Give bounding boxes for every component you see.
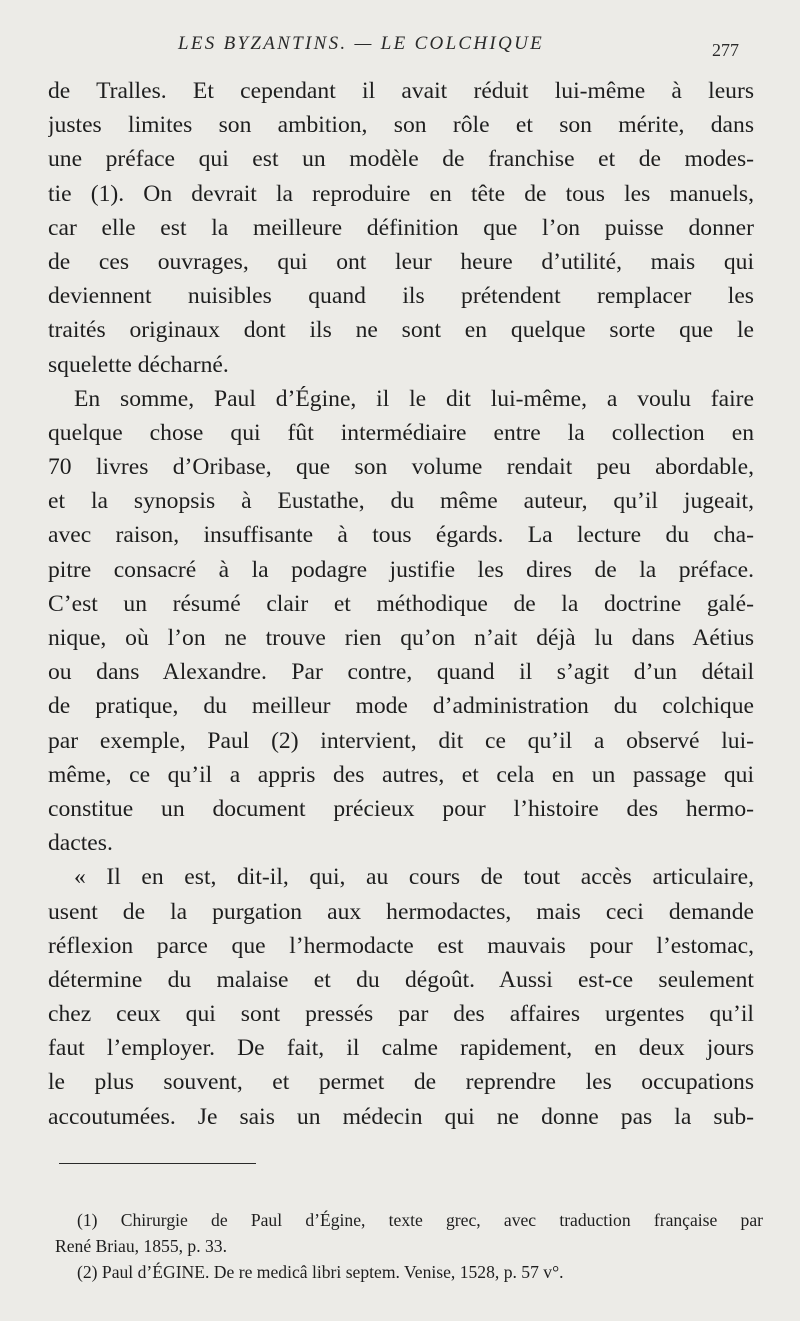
text-line: détermine du malaise et du dégoût. Aussi est-ce seulement	[48, 966, 754, 993]
text-line: dactes.	[48, 830, 113, 857]
footnote-2: (2) Paul d’ÉGINE. De re medicâ libri septem. Venise, 1528, p. 57 v°.	[77, 1262, 564, 1282]
text-line: traités originaux dont ils ne sont en quelque sorte que le	[48, 317, 754, 344]
text-line: une préface qui est un modèle de franchise et de modes-	[48, 146, 754, 173]
text-line: de pratique, du meilleur mode d’administration du colchique	[48, 693, 754, 720]
text-line: quelque chose qui fût intermédiaire entre la collection en	[48, 419, 754, 446]
text-line: tie (1). On devrait la reproduire en tête de tous les manuels,	[48, 180, 754, 207]
text-line: le plus souvent, et permet de reprendre les occupations	[48, 1069, 754, 1096]
text-line: de Tralles. Et cependant il avait réduit lui-même à leurs	[48, 78, 754, 104]
text-line: même, ce qu’il a appris des autres, et cela en un passage qui	[48, 761, 754, 788]
text-line: par exemple, Paul (2) intervient, dit ce qu’il a observé lui-	[48, 727, 754, 754]
text-line: usent de la purgation aux hermodactes, mais ceci demande	[48, 898, 754, 925]
text-line: de ces ouvrages, qui ont leur heure d’utilité, mais qui	[48, 248, 754, 275]
text-line: En somme, Paul d’Égine, il le dit lui-même, a voulu faire	[74, 385, 754, 412]
text-line: C’est un résumé clair et méthodique de la doctrine galé-	[48, 590, 754, 617]
footnotes	[55, 1207, 763, 1285]
text-line: faut l’employer. De fait, il calme rapidement, en deux jours	[48, 1035, 754, 1062]
body-text	[48, 74, 754, 1134]
running-title: LES BYZANTINS. — LE COLCHIQUE	[178, 33, 545, 54]
text-line: ou dans Alexandre. Par contre, quand il s’agit d’un détail	[48, 659, 754, 686]
footnote-1: (1) Chirurgie de Paul d’Égine, texte grec, avec traduction française par	[77, 1210, 763, 1230]
page-number: 277	[712, 40, 739, 60]
text-line: accoutumées. Je sais un médecin qui ne donne pas la sub-	[48, 1103, 754, 1130]
text-line: pitre consacré à la podagre justifie les dires de la préface.	[48, 556, 754, 583]
text-line: réflexion parce que l’hermodacte est mauvais pour l’estomac,	[48, 932, 754, 959]
text-line: et la synopsis à Eustathe, du même auteur, qu’il jugeait,	[48, 488, 754, 515]
text-line: car elle est la meilleure définition que l’on puisse donner	[48, 214, 754, 241]
text-line: chez ceux qui sont pressés par des affaires urgentes qu’il	[48, 1001, 754, 1028]
footnote-1-continuation: René Briau, 1855, p. 33.	[55, 1236, 228, 1256]
text-line: justes limites son ambition, son rôle et son mérite, dans	[48, 112, 754, 139]
text-line: squelette décharné.	[48, 351, 229, 378]
text-line: avec raison, insuffisante à tous égards. La lecture du cha-	[48, 522, 754, 549]
text-line: nique, où l’on ne trouve rien qu’on n’ait déjà lu dans Aétius	[48, 625, 754, 651]
text-line: 70 livres d’Oribase, que son volume rendait peu abordable,	[48, 454, 754, 481]
running-head	[0, 33, 800, 61]
footnote-divider	[59, 1163, 256, 1164]
text-line: constitue un document précieux pour l’histoire des hermo-	[48, 795, 754, 822]
text-line: deviennent nuisibles quand ils prétendent remplacer les	[48, 283, 754, 310]
text-line: « Il en est, dit-il, qui, au cours de tout accès articulaire,	[74, 864, 754, 891]
